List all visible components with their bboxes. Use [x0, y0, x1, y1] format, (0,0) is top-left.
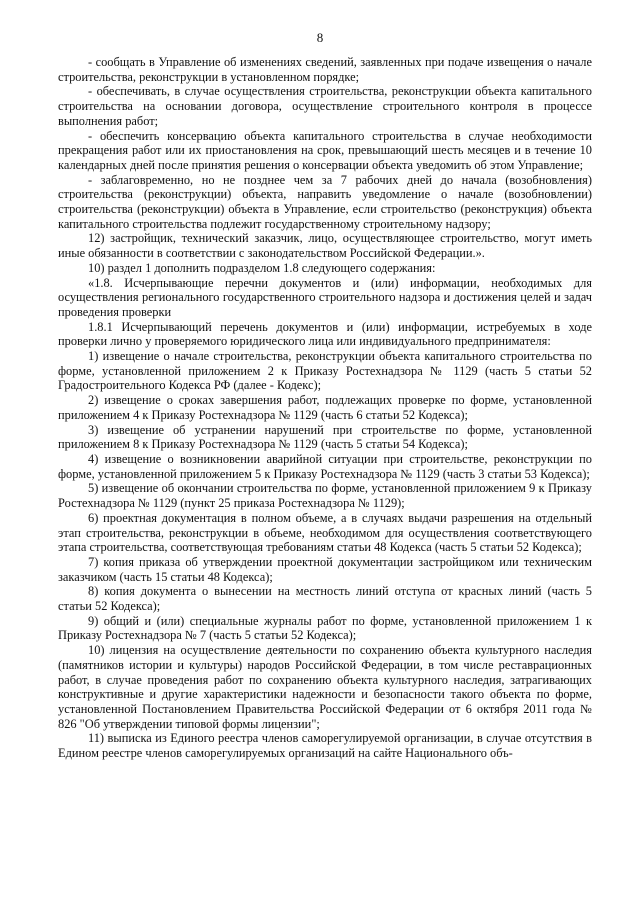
paragraph: 10) раздел 1 дополнить подразделом 1.8 следующего содержания:: [88, 260, 436, 275]
paragraph: - сообщать в Управление об изменениях сведений, заявленных при подаче извещения о начале строительства, реконструкции в установленном порядке;: [58, 55, 592, 84]
paragraph: - обеспечивать, в случае осуществления строительства, реконструкции объекта капитального строительства на основании договора, осуществление строительного контроля в процессе выполнения работ;: [58, 84, 592, 128]
paragraph: - заблаговременно, но не позднее чем за 7 рабочих дней до начала (возобновления) строительства (реконструкции) объекта, направить уведомление о начале (возобновлении) строительства (реконструкции) объекта в Управление, если строительство (реконструкция) объекта капитального строительства подлежит государственному строительному надзору;: [58, 172, 592, 231]
document-body: [58, 55, 592, 761]
paragraph: 1) извещение о начале строительства, реконструкции объекта капитального строительства по форме, установленной приложением 2 к Приказу Ростехнадзора № 1129 (часть 5 статьи 52 Градостроительного Кодекса РФ (далее - Кодекс);: [58, 349, 592, 393]
paragraph: 12) застройщик, технический заказчик, лицо, осуществляющее строительство, могут иметь иные обязанности в соответствии с законодательством Российской Федерации.».: [58, 231, 592, 261]
page-number: 8: [316, 30, 324, 45]
paragraph: 4) извещение о возникновении аварийной ситуации при строительстве, реконструкции по форме, установленной приложением 5 к Приказу Ростехнадзора № 1129 (часть 3 статьи 53 Кодекса);: [58, 451, 592, 481]
paragraph: - обеспечить консервацию объекта капитального строительства в случае необходимости прекращения работ или их приостановления на срок, превышающий шесть месяцев и в течение 10 календарных дней после принятия решения о консервации объекта уведомить об этом Управление;: [58, 128, 592, 172]
paragraph: 3) извещение об устранении нарушений при строительстве по форме, установленной приложением 8 к Приказу Ростехнадзора № 1129 (часть 5 статьи 54 Кодекса);: [58, 422, 592, 452]
paragraph: 5) извещение об окончании строительства по форме, установленной приложением 9 к Приказу Ростехнадзора № 1129 (пункт 25 приказа Ростехнадзора № 1129);: [58, 481, 592, 511]
paragraph: 9) общий и (или) специальные журналы работ по форме, установленной приложением 1 к Приказу Ростехнадзора № 7 (часть 5 статьи 52 Кодекса);: [58, 613, 592, 643]
paragraph: 10) лицензия на осуществление деятельности по сохранению объекта культурного наследия (памятников истории и культуры) народов Российской Федерации, в том числе реставрационных работ, в случае проведения работ по сохранению объекта культурного наследия, затрагивающих конструктивные и другие характеристики надежности и безопасности такого объекта по форме, установленной Постановлением Правительства Российской Федерации от 6 октября 2011 года № 826 "Об утверждении типовой формы лицензии";: [58, 643, 592, 731]
paragraph: 11) выписка из Единого реестра членов саморегулируемой организации, в случае отсутствия в Едином реестре членов саморегулируемых организаций на сайте Национального объ-: [58, 731, 592, 761]
paragraph: 1.8.1 Исчерпывающий перечень документов и (или) информации, истребуемых в ходе проверки лично у проверяемого юридического лица или индивидуального предпринимателя:: [58, 319, 592, 349]
paragraph: 2) извещение о сроках завершения работ, подлежащих проверке по форме, установленной приложением 4 к Приказу Ростехнадзора № 1129 (часть 6 статьи 52 Кодекса);: [58, 393, 592, 422]
paragraph: 8) копия документа о вынесении на местность линий отступа от красных линий (часть 5 статьи 52 Кодекса);: [58, 584, 592, 614]
paragraph: 6) проектная документация в полном объеме, а в случаях выдачи разрешения на отдельный этап строительства, реконструкции в объеме, необходимом для осуществления соответствующего этапа строительства, соответствующая требованиям статьи 48 Кодекса (часть 5 статьи 52 Кодекса);: [58, 510, 592, 555]
paragraph: «1.8. Исчерпывающие перечни документов и (или) информации, необходимых для осуществления регионального государственного строительного надзора и достижения целей и задач проведения проверки: [58, 275, 592, 319]
paragraph: 7) копия приказа об утверждении проектной документации застройщиком или техническим заказчиком (часть 15 статьи 48 Кодекса);: [58, 554, 592, 584]
